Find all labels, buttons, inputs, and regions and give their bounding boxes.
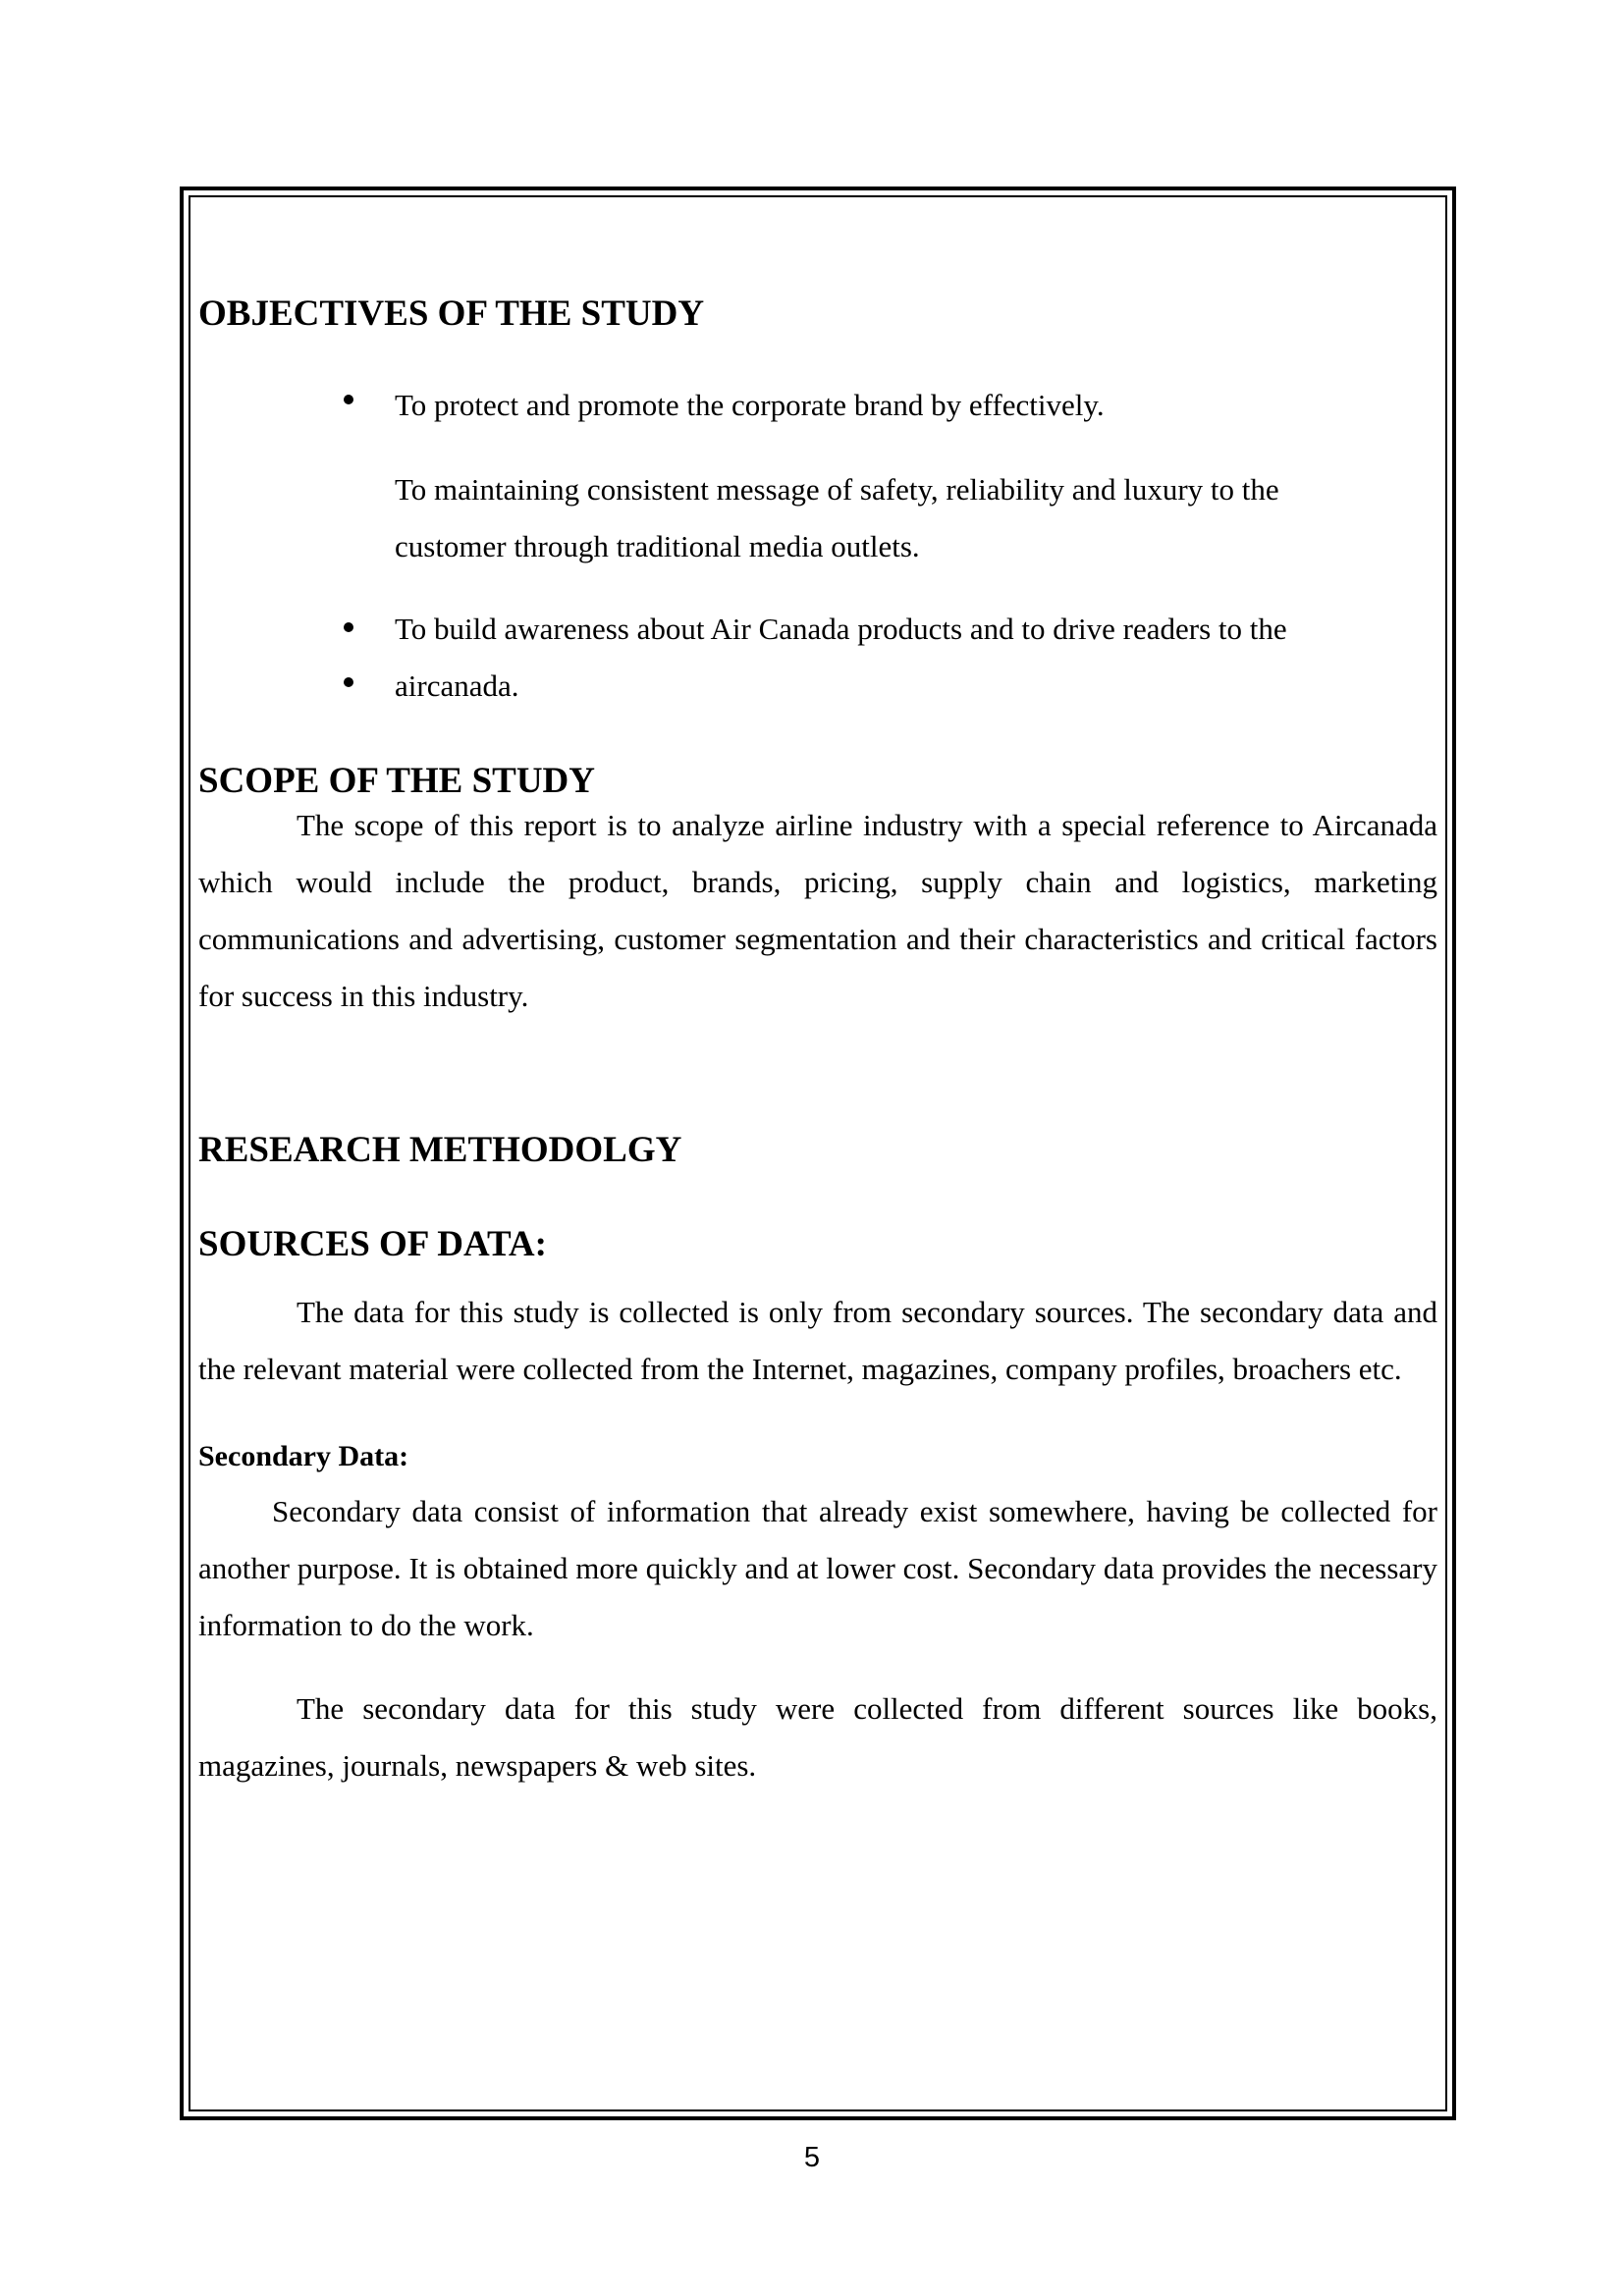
- page-number: 5: [803, 2142, 821, 2173]
- secondary-data-paragraph-1: Secondary data consist of information that already exist somewhere, having be collected for another purpose. It is obtained more quickly and at lower cost. Secondary data provides the necessary information to do the work.: [198, 1494, 1437, 1642]
- objective-text: To build awareness about Air Canada products and to drive readers to the aircanada.: [395, 612, 1287, 703]
- scope-heading: SCOPE OF THE STUDY: [198, 761, 596, 801]
- secondary-data-heading: Secondary Data:: [198, 1440, 409, 1472]
- objective-text: To protect and promote the corporate brand by effectively.: [395, 388, 1105, 422]
- sources-paragraph: The data for this study is collected is only from secondary sources. The secondary data and the relevant material were collected from the Internet, magazines, company profiles, broachers etc.: [198, 1295, 1437, 1386]
- scope-paragraph: The scope of this report is to analyze airline industry with a special reference to Aircanada which would include the product, brands, pricing, supply chain and logistics, marketing communications and advertising, customer segmentation and their characteristics and critical factors for success in this industry.: [198, 808, 1437, 1013]
- methodology-heading: RESEARCH METHODOLGY: [198, 1130, 682, 1170]
- objectives-heading: OBJECTIVES OF THE STUDY: [198, 294, 705, 334]
- secondary-data-paragraph-2: The secondary data for this study were collected from different sources like books, magazines, journals, newspapers & web sites.: [198, 1691, 1437, 1783]
- sources-heading: SOURCES OF DATA:: [198, 1224, 547, 1264]
- bullet-icon: [344, 677, 353, 687]
- objective-text: To maintaining consistent message of safety, reliability and luxury to the customer through traditional media outlets.: [395, 472, 1279, 563]
- bullet-icon: [344, 622, 353, 632]
- bullet-icon: [344, 395, 353, 404]
